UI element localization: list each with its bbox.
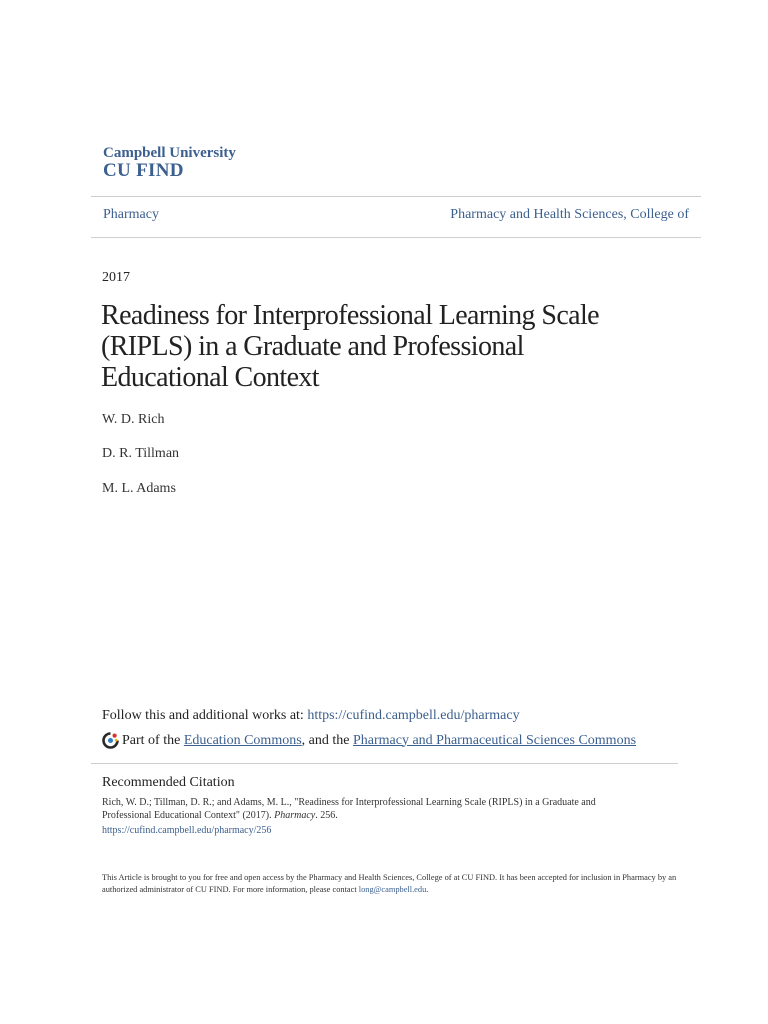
contact-email-link[interactable]: long@campbell.edu — [358, 885, 427, 894]
repository-name[interactable]: CU FIND — [103, 160, 184, 181]
citation-journal: Pharmacy — [274, 810, 316, 821]
collection-link-pharmacy[interactable]: Pharmacy — [103, 207, 159, 222]
access-notice-text: This Article is brought to you for free and open access by the Pharmacy and Health Sciences, College of at CU FIND. It has been accepted for inclusion in Pharmacy by an authorized administrator of CU FIND. For more information, please contact — [102, 873, 677, 894]
part-of-prefix: Part of the — [122, 732, 181, 748]
collection-link-college[interactable]: Pharmacy and Health Sciences, College of — [450, 207, 689, 222]
citation-text — [102, 796, 642, 822]
author-3: M. L. Adams — [102, 481, 176, 496]
commons-network-icon — [102, 732, 119, 749]
access-notice — [102, 872, 677, 896]
publication-year: 2017 — [102, 270, 130, 285]
citation-end: . 256. — [315, 810, 338, 821]
citation-url-link[interactable]: https://cufind.campbell.edu/pharmacy/256 — [102, 825, 272, 836]
divider-bottom — [91, 237, 701, 238]
org-name: Campbell University — [103, 145, 236, 161]
follow-url-link[interactable]: https://cufind.campbell.edu/pharmacy — [307, 708, 520, 723]
pharmacy-commons-link[interactable]: Pharmacy and Pharmaceutical Sciences Commons — [352, 732, 637, 748]
citation-heading: Recommended Citation — [102, 775, 235, 790]
divider-top — [91, 196, 701, 197]
citation-body: Rich, W. D.; Tillman, D. R.; and Adams, M. L., "Readiness for Interprofessional Learning Scale (RIPLS) in a Graduate and Professional Educational Context" (2017). — [102, 797, 596, 821]
follow-line — [102, 708, 520, 724]
author-2: D. R. Tillman — [102, 446, 180, 461]
part-of-line — [102, 732, 636, 749]
author-1: W. D. Rich — [102, 412, 165, 427]
education-commons-link[interactable]: Education Commons — [183, 732, 302, 748]
divider-citation — [91, 763, 678, 764]
follow-label: Follow this and additional works at: — [102, 708, 308, 723]
access-notice-end: . — [426, 885, 429, 894]
part-of-middle: , and the — [301, 732, 350, 748]
article-title: Readiness for Interprofessional Learning Scale (RIPLS) in a Graduate and Professional Educational Context — [101, 300, 599, 393]
